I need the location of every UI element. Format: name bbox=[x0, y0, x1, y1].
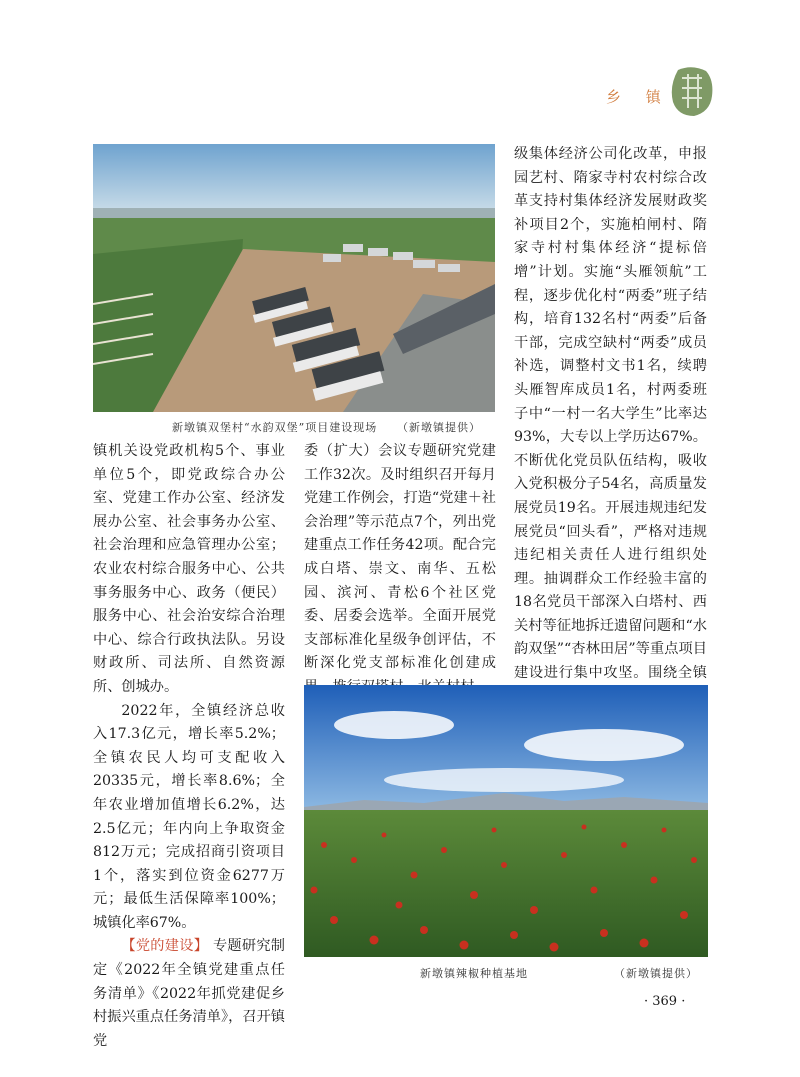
top-photo-caption: 新墩镇双堡村“水韵双堡”项目建设现场 bbox=[172, 421, 378, 434]
paragraph-text: 专题研究制定《2022年全镇党建重点任务清单》《2022年抓党建促乡村振兴重点任务清单》，召开镇党 bbox=[93, 938, 285, 1049]
text-column-left bbox=[93, 440, 285, 1053]
paragraph bbox=[93, 935, 285, 1053]
bottom-photo-credit: （新墩镇提供） bbox=[614, 967, 698, 980]
bottom-photo bbox=[304, 685, 708, 957]
text-column-right bbox=[514, 143, 707, 709]
text-column-middle bbox=[304, 440, 496, 700]
section-heading: 【党的建设】 bbox=[121, 938, 209, 955]
header-title: 乡 镇 bbox=[606, 88, 671, 106]
top-photo bbox=[93, 144, 495, 412]
seal-stamp-icon bbox=[670, 66, 714, 118]
paragraph: 2022年，全镇经济总收入17.3亿元，增长率5.2%；全镇农民人均可支配收入20335元，增长率8.6%；全年农业增加值增长6.2%，达2.5亿元；年内向上争取资金812万元；完成招商引资项目1个，落实到位资金6277万元；最低生活保障率100%；城镇化率67%。 bbox=[93, 702, 285, 931]
bottom-photo-caption: 新墩镇辣椒种植基地 bbox=[420, 967, 528, 980]
top-photo-credit: （新墩镇提供） bbox=[397, 421, 481, 434]
page-number: · 369 · bbox=[644, 994, 686, 1009]
paragraph: 级集体经济公司化改革，申报园艺村、隋家寺村农村综合改革支持村集体经济发展财政奖补项目2个，实施柏闸村、隋家寺村村集体经济“提标倍增”计划。实施“头雁领航”工程，逐步优化村“两委”班子结构，培育132名村“两委”后备干部，完成空缺村“两委”成员补选，调整村文书1名，续聘头雁智库成员1名，村两委班子中“一村一名大学生”比率达93%，大专以上学历达67%。不断优化党员队伍结构，吸收入党积极分子54名，高质量发展党员19名。开展违规违纪发展党员“回头看”，严格对违规违纪相关责任人进行组织处理。抽调群众工作经验丰富的18名党员干部深入白塔村、西关村等征地拆迁遗留问题和“水韵双堡”“杏林田居”等重点项目建设进行集中攻坚。围绕全镇 bbox=[514, 146, 707, 682]
paragraph: 委（扩大）会议专题研究党建工作32次。及时组织召开每月党建工作例会，打造“党建＋社会治理”等示范点7个，列出党建重点工作任务42项。配合完成白塔、崇文、南华、五松园、滨河、青松6个社区党委、居委会选举。全面开展党支部标准化星级争创评估，不断深化党支部标准化创建成 bbox=[304, 443, 496, 672]
paragraph: 镇机关设党政机构5个、事业单位5个，即党政综合办公室、党建工作办公室、经济发展办公室、社会事务办公室、社会治理和应急管理办公室；农业农村综合服务中心、公共事务服务中心、政务（便民）服务中心、社会治安综合治理中心、综合行政执法队。另设财政所、司法所、自然资源所、创城办。 bbox=[93, 443, 285, 695]
